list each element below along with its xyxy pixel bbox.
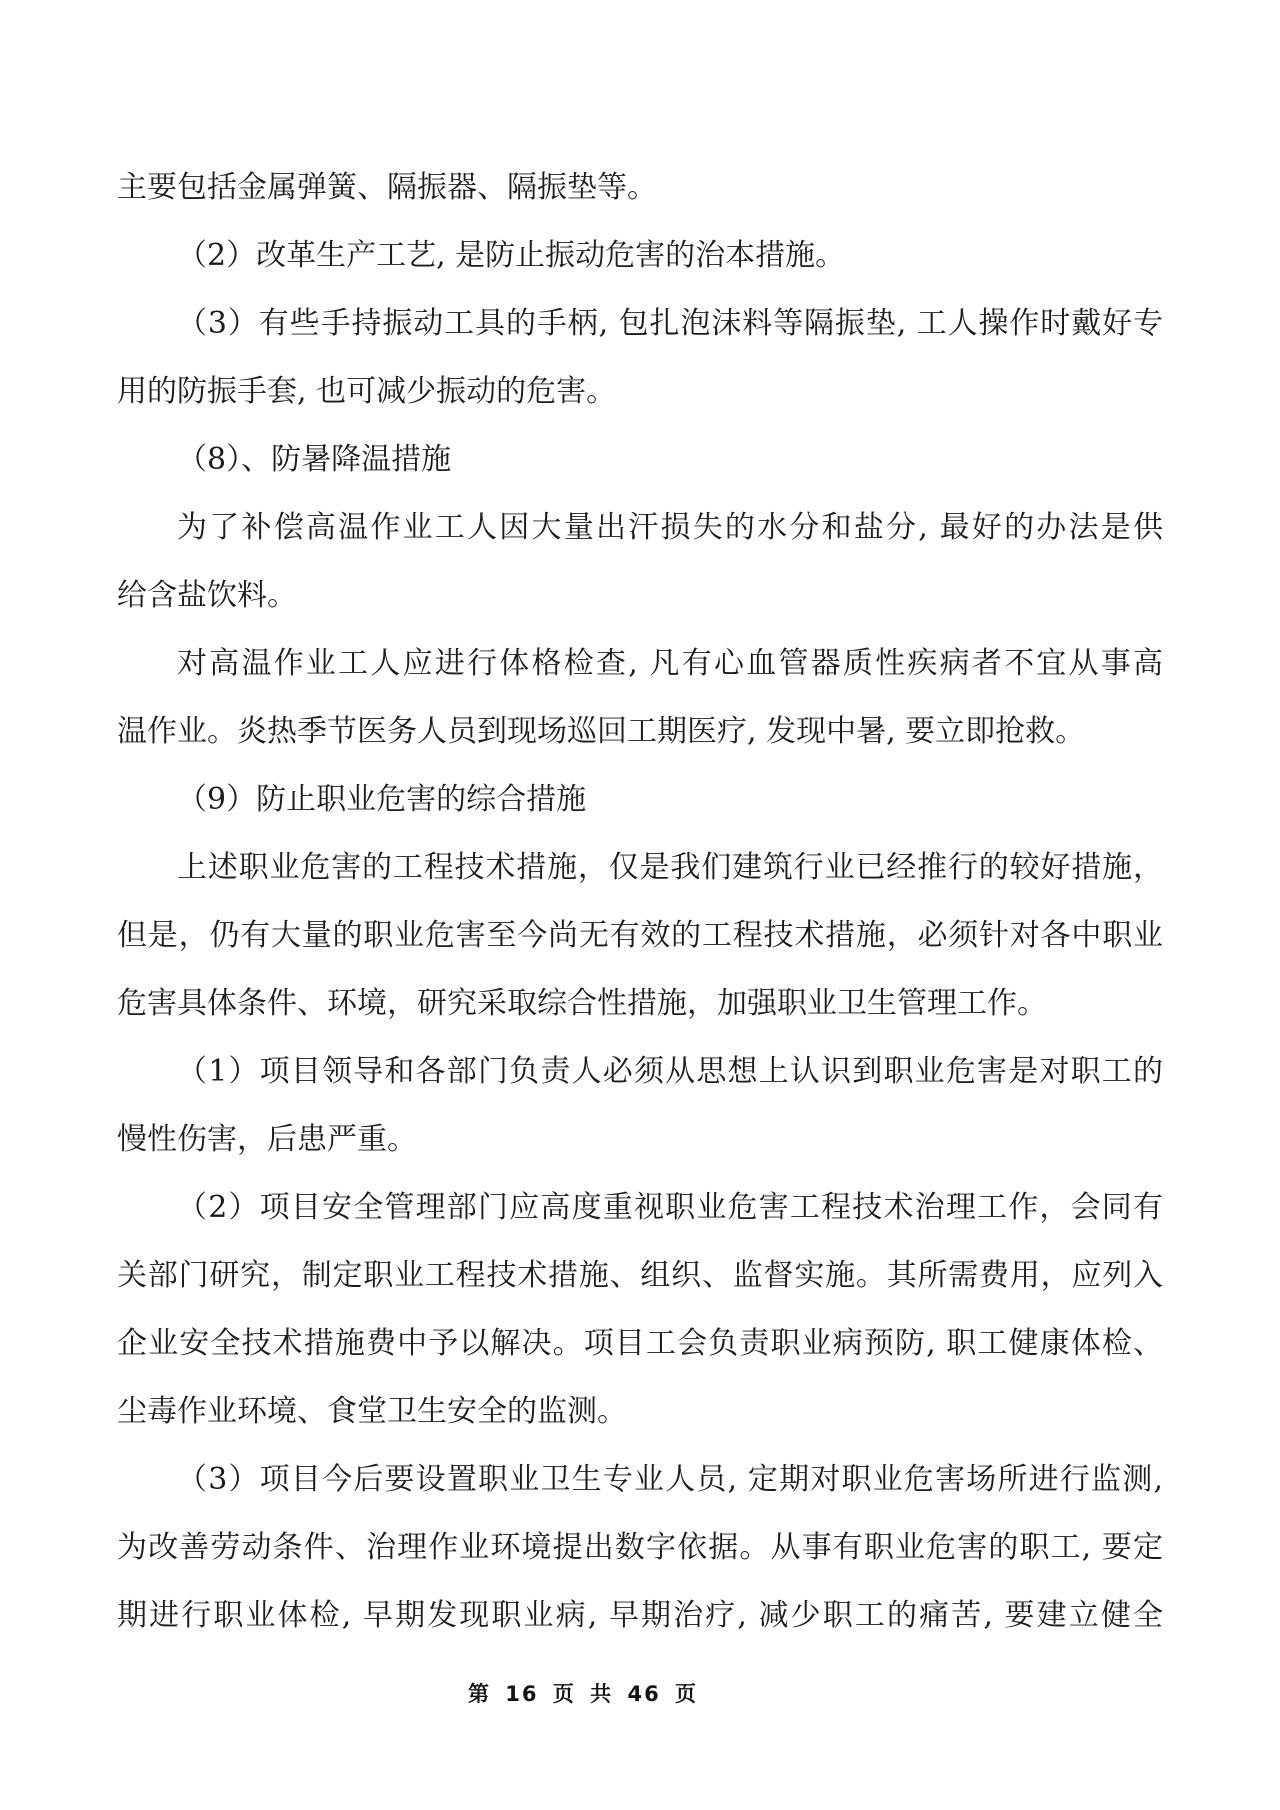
text-line: 企业安全技术措施费中予以解决。项目工会负责职业病预防, 职工健康体检、 [117,1326,1163,1361]
text-line: （2）项目安全管理部门应高度重视职业危害工程技术治理工作，会同有 [177,1190,1163,1225]
text-line: 主要包括金属弹簧、隔振器、隔振垫等。 [117,170,657,205]
text-line: （2）改革生产工艺, 是防止振动危害的治本措施。 [177,238,846,273]
text-line: 为了补偿高温作业工人因大量出汗损失的水分和盐分, 最好的办法是供 [177,510,1163,545]
text-line: 对高温作业工人应进行体格检查, 凡有心血管器质性疾病者不宜从事高 [177,646,1163,681]
text-line: （3）项目今后要设置职业卫生专业人员, 定期对职业危害场所进行监测, [177,1462,1163,1497]
text-line: （8）、防暑降温措施 [177,442,452,477]
text-line: 温作业。炎热季节医务人员到现场巡回工期医疗, 发现中暑, 要立即抢救。 [117,714,1086,749]
text-line: （9）防止职业危害的综合措施 [177,782,587,817]
text-line: 给含盐饮料。 [117,578,297,613]
text-line: （1）项目领导和各部门负责人必须从思想上认识到职业危害是对职工的 [177,1054,1163,1089]
text-line: 期进行职业体检, 早期发现职业病, 早期治疗, 减少职工的痛苦, 要建立健全 [117,1598,1163,1633]
text-line: 慢性伤害，后患严重。 [117,1122,417,1157]
text-line: 危害具体条件、环境，研究采取综合性措施，加强职业卫生管理工作。 [117,986,1047,1021]
text-line: 关部门研究，制定职业工程技术措施、组织、监督实施。其所需费用，应列入 [117,1258,1163,1293]
text-line: 上述职业危害的工程技术措施，仅是我们建筑行业已经推行的较好措施， [177,850,1163,885]
text-line: 用的防振手套, 也可减少振动的危害。 [117,374,617,409]
text-line: 但是，仍有大量的职业危害至今尚无有效的工程技术措施，必须针对各中职业 [117,918,1163,953]
page-footer: 第 16 页 共 46 页 [467,1682,698,1706]
text-line: 为改善劳动条件、治理作业环境提出数字依据。从事有职业危害的职工, 要定 [117,1530,1163,1565]
document-body [117,154,1163,1650]
text-line: （3）有些手持振动工具的手柄, 包扎泡沫料等隔振垫, 工人操作时戴好专 [177,306,1163,341]
text-line: 尘毒作业环境、食堂卫生安全的监测。 [117,1394,627,1429]
